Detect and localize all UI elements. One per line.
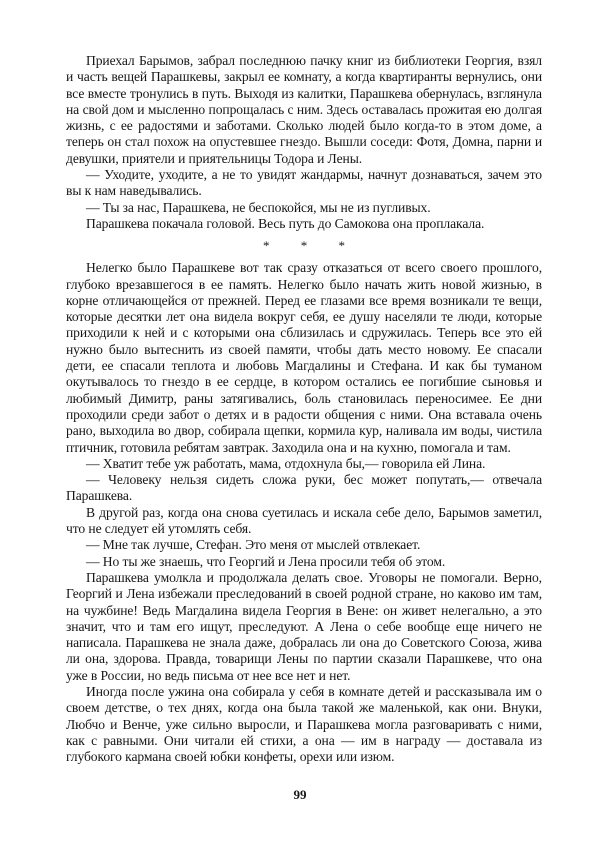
dialogue-line: — Но ты же знаешь, что Георгий и Лена просили тебя об этом.	[86, 553, 446, 569]
page-number: 99	[293, 787, 307, 802]
dialogue-line: — Хватит тебе уж работать, мама, отдохнула бы,— говорила ей Лина.	[86, 455, 486, 471]
section-separator: * * *	[263, 238, 359, 254]
paragraph: Приехал Барымов, забрал последнюю пачку книг из библиотеки Георгия, взял и часть вещей Парашкевы, закрыл ее комнату, а когда квартиранты вернулись, они все вместе тронулись в путь. Выходя из калитки, Парашкева обернулась, взглянула на свой дом и мысленно попрощалась с ним. Здесь оставалась прожитая ею долгая жизнь, с ее радостями и заботами. Сколько людей было когда-то в этом доме, а теперь он стал похож на опустевшее гнездо. Вышли соседи: Фотя, Домна, парни и девушки, приятели и приятельницы Тодора и Лены.	[66, 53, 542, 166]
paragraph: Парашкева умолкла и продолжала делать свое. Уговоры не помогали. Верно, Георгий и Лена избежали преследований в своей родной стране, но каково им там, на чужбине! Ведь Магдалина видела Георгия в Вене: он живет нелегально, а это значит, что и там его ищут, преследуют. А Лена о себе вообще еще ничего не написала. Парашкева не знала даже, добралась ли она до Советского Союза, жива ли она, здорова. Правда, товарищи Лены по партии сказали Парашкеве, что она уже в России, но ведь письма от нее все нет и нет.	[66, 569, 542, 683]
paragraph: Нелегко было Парашкеве вот так сразу отказаться от всего своего прошлого, глубоко врезавшегося в ее память. Нелегко было начать жить новой жизнью, в корне отличающейся от прежней. Перед ее глазами все время возникали те вещи, которые десятки лет она видела вокруг себя, ее душу населяли те люди, которые приходили к ней и с которыми она сблизилась и сдружилась. Теперь все это ей нужно было вытеснить из своей памяти, чтобы дать место новому. Ее спасали дети, ее спасали теплота и любовь Магдалины и Стефана. И как бы туманом окутывалось то гнездо в ее сердце, в котором остались ее погибшие сыновья и любимый Димитр, раны затягивались, боль становилась переносимее. Ее дни проходили среди забот о детях и в радости общения с ними. Она вставала очень рано, выходила во двор, собирала щепки, кормила кур, наливала им воды, чистила птичник, готовила ребятам завтрак. Заходила она и на кухню, помогала и там.	[66, 260, 542, 455]
dialogue-line: — Мне так лучше, Стефан. Это меня от мыслей отвлекает.	[86, 537, 421, 553]
dialogue-line: — Уходите, уходите, а не то увидят жандармы, начнут дознаваться, зачем это вы к нам наведывались.	[66, 167, 542, 199]
dialogue-line: — Ты за нас, Парашкева, не беспокойся, мы не из пугливых.	[86, 199, 431, 215]
paragraph: Иногда после ужина она собирала у себя в комнате детей и рассказывала им о своем детстве, о тех днях, когда она была такой же маленькой, как они. Внуки, Любчо и Венче, уже сильно выросли, и Парашкева могла разговаривать с ними, как с равными. Они читали ей стихи, а она — им в награду — доставала из глубокого кармана своей юбки конфеты, орехи или изюм.	[66, 683, 542, 765]
paragraph: В другой раз, когда она снова суетилась и искала себе дело, Барымов заметил, что не следует ей утомлять себя.	[66, 504, 542, 537]
book-page	[66, 53, 542, 765]
dialogue-line: — Человеку нельзя сидеть сложа руки, бес может попутать,— отвечала Парашкева.	[66, 472, 542, 504]
paragraph: Парашкева покачала головой. Весь путь до Самокова она проплакала.	[86, 215, 485, 231]
